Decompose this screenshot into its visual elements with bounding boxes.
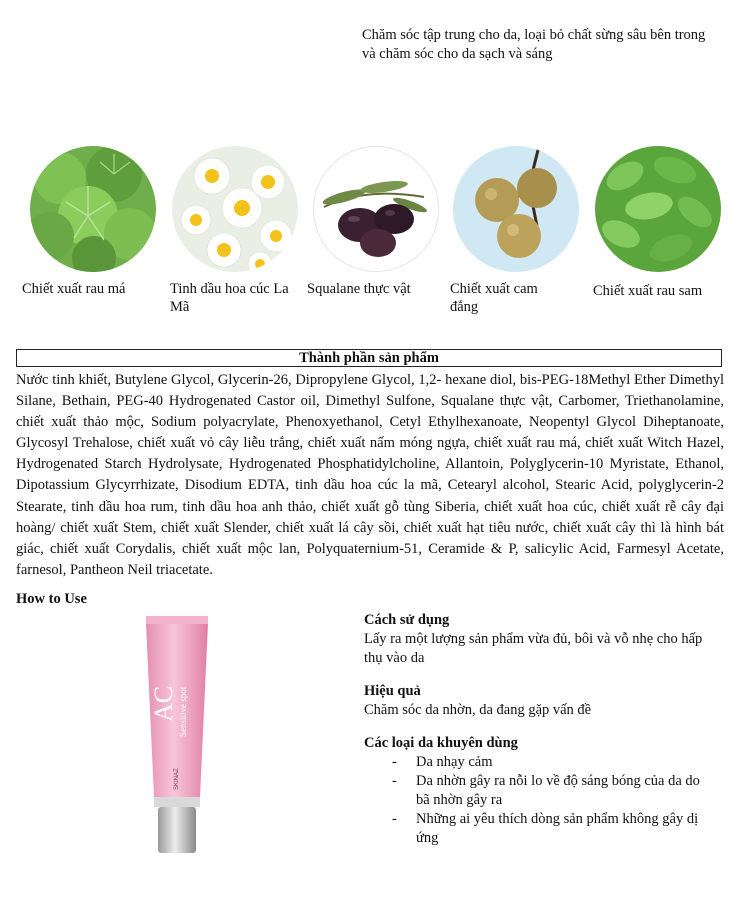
ingredient-label: Squalane thực vật bbox=[307, 281, 411, 297]
usage-text: Lấy ra một lượng sản phẩm vừa đủ, bôi và vỗ nhẹ cho hấp thụ vào da bbox=[364, 631, 703, 666]
tube-brand-text: AC bbox=[149, 685, 178, 722]
usage-heading: Cách sử dụng bbox=[364, 612, 450, 628]
composition-title: Thành phần sản phẩm bbox=[16, 349, 722, 367]
tube-line-text: Sensitive spot bbox=[178, 686, 188, 737]
pennywort-leaves-image bbox=[30, 146, 156, 272]
how-to-use-title: How to Use bbox=[16, 591, 87, 607]
intro-text: Chăm sóc tập trung cho da, loại bỏ chất sừng sâu bên trong và chăm sóc cho da sạch và sáng bbox=[362, 27, 706, 62]
list-item: - Da nhạy cảm bbox=[392, 754, 493, 770]
chamomile-flowers-image bbox=[172, 146, 298, 272]
skin-type-list bbox=[364, 753, 714, 848]
ingredient-label: Chiết xuất cam đắng bbox=[450, 281, 538, 315]
ingredient-row bbox=[0, 146, 737, 326]
composition-text: Nước tinh khiết, Butylene Glycol, Glycerin-26, Dipropylene Glycol, 1,2- hexane diol, bis-PEG-18Methyl Ether Dimethyl Silane, Bethain, PEG-40 Hydrogenated Castor oil, Dimethyl Sulfone, Squalane thực vật, Carbomer, Triethanolamine, chiết xuất thảo mộc, Sodium polyacrylate, Phenoxyethanol, Cetyl Ethylhexanoate, Neopentyl Glycol Diheptanoate, Glycosyl Trehalose, chiết xuất vỏ cây liễu trắng, chiết xuất nấm móng ngựa, chiết xuất rau má, chiết xuất Witch Hazel, Hydrogenated Starch Hydrolysate, Hydrogenated Phosphatidylcholine, Allantoin, Polyglycerin-10 Myristate, Ethanol, Dipotassium Glycyrrhizate, Disodium EDTA, tinh dầu hoa cúc la mã, Cetearyl alcohol, Stearic Acid, polyglycerin-2 Stearate, tinh dầu hoa rum, tinh dầu hoa anh thảo, chiết xuất gỗ tùng Siberia, chiết xuất hoa cúc, chiết xuất rễ cây đại hoàng/ chiết xuất Stem, chiết xuất Slender, chiết xuất lá cây sồi, chiết xuất hạt tiêu nước, chiết xuất cây thì là hình bát giác, chiết xuất Corydalis, chiết xuất mộc lan, Polyquaternium-51, Ceramide & P, salicylic Acid, Farmesyl Acetate, farnesol, Pantheon Neil triacetate. bbox=[16, 372, 724, 578]
skincare-tube-image bbox=[142, 612, 212, 857]
purslane-leaves-image bbox=[595, 146, 721, 272]
ingredient-label: Chiết xuất rau sam bbox=[593, 283, 703, 299]
list-item: - Những ai yêu thích dòng sản phẩm không gây dị ứng bbox=[392, 811, 699, 846]
tube-maker-text: SKINAZ bbox=[174, 768, 180, 790]
olives-image bbox=[313, 146, 439, 272]
ingredient-label: Chiết xuất rau má bbox=[22, 281, 126, 297]
list-item: - Da nhờn gây ra nỗi lo về độ sáng bóng của da do bã nhờn gây ra bbox=[392, 773, 700, 808]
effect-heading: Hiệu quả bbox=[364, 683, 421, 699]
effect-text: Chăm sóc da nhờn, da đang gặp vấn đề bbox=[364, 702, 592, 718]
skin-type-heading: Các loại da khuyên dùng bbox=[364, 735, 518, 751]
usage-panel bbox=[364, 611, 714, 848]
ingredient-label: Tinh dầu hoa cúc La Mã bbox=[170, 281, 289, 315]
bitter-orange-image bbox=[453, 146, 579, 272]
